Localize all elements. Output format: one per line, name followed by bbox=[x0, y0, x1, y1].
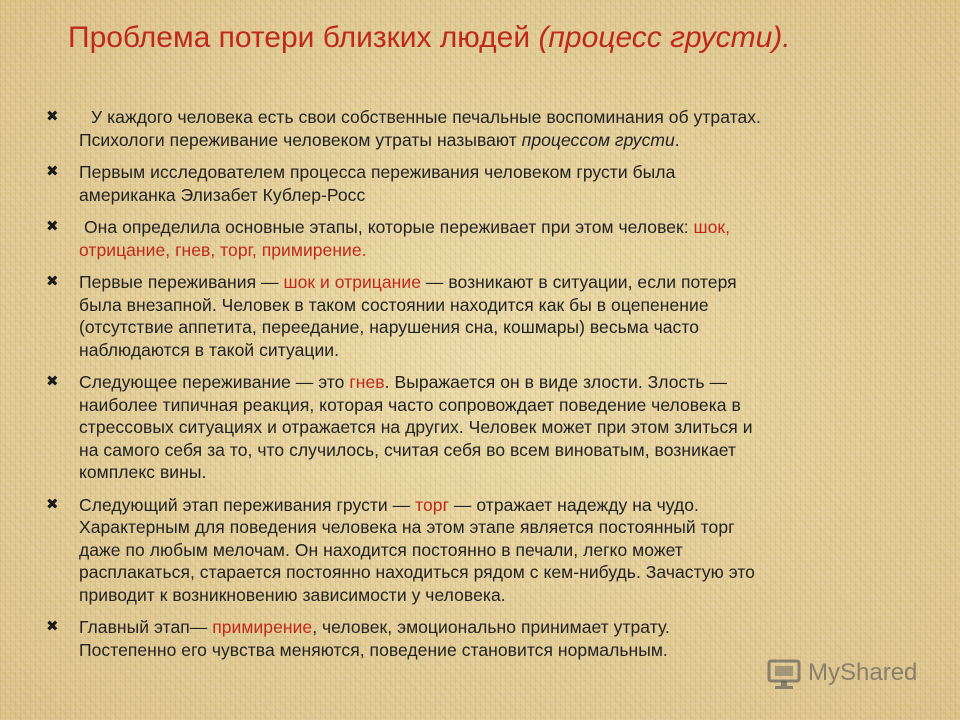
list-item bbox=[46, 271, 926, 361]
text-line bbox=[79, 439, 926, 462]
text-line bbox=[79, 616, 926, 639]
text-segment: приводит к возникновению зависимости у человека. bbox=[79, 584, 506, 605]
text-line bbox=[79, 184, 926, 207]
text-segment: — отражает надежду на чудо. bbox=[449, 494, 699, 515]
list-item bbox=[46, 494, 926, 607]
text-line bbox=[79, 339, 926, 362]
highlight-term: шок и отрицание bbox=[283, 272, 421, 292]
text-line bbox=[79, 371, 926, 394]
text-segment: Первые переживания — bbox=[79, 272, 284, 292]
text-segment: . Выражается он в виде злости. Злость — bbox=[384, 372, 728, 392]
text-segment: наблюдаются в такой ситуации. bbox=[79, 339, 340, 360]
text-line bbox=[79, 239, 926, 262]
list-item-text bbox=[79, 616, 926, 661]
title-italic: (процесс грусти). bbox=[538, 21, 791, 54]
bullet-list bbox=[46, 106, 926, 671]
text-segment: расплакаться, старается постоянно находиться рядом с кем-нибудь. Зачастую это bbox=[79, 562, 755, 582]
text-segment: , человек, эмоционально принимает утрату. bbox=[312, 617, 670, 637]
list-item bbox=[46, 216, 926, 261]
italic-term: процессом грусти bbox=[521, 129, 675, 150]
text-segment: стрессовых ситуациях и отражается на других. Человек может при этом злиться и bbox=[79, 417, 753, 437]
myshared-logo-icon bbox=[766, 656, 802, 690]
text-line bbox=[79, 106, 926, 129]
text-segment: Характерным для поведения человека на этом этапе является постоянный торг bbox=[79, 517, 735, 537]
list-item-text bbox=[79, 371, 926, 484]
x-mark-icon: ✖ bbox=[46, 217, 59, 235]
highlight-term: торг bbox=[415, 494, 450, 515]
list-item bbox=[46, 106, 926, 151]
text-line bbox=[79, 161, 926, 184]
list-item-text bbox=[79, 494, 926, 607]
list-item-text bbox=[79, 161, 926, 206]
text-line bbox=[79, 129, 926, 152]
text-segment: была внезапной. Человек в таком состоянии находится как бы в оцепенение bbox=[79, 294, 709, 315]
text-segment: Постепенно его чувства меняются, поведение становится нормальным. bbox=[79, 639, 668, 660]
text-segment: (отсутствие аппетита, переедание, нарушения сна, кошмары) весьма часто bbox=[79, 317, 699, 337]
text-segment: Следующий этап переживания грусти — bbox=[79, 494, 416, 515]
text-line bbox=[79, 584, 926, 607]
text-segment: Главный этап— bbox=[79, 617, 213, 637]
text-segment: американка Элизабет Кублер-Росс bbox=[79, 184, 366, 205]
highlight-term: шок, bbox=[693, 217, 731, 237]
highlight-term: гнев bbox=[349, 372, 385, 392]
list-item bbox=[46, 161, 926, 206]
text-line bbox=[79, 216, 926, 239]
text-segment: наиболее типичная реакция, которая часто сопровождает поведение человека в bbox=[79, 394, 741, 415]
watermark-logo bbox=[766, 656, 917, 690]
text-segment: Психологи переживание человеком утраты называют bbox=[79, 129, 522, 150]
watermark-text: MyShared bbox=[808, 659, 918, 686]
text-line bbox=[79, 561, 926, 584]
slide-title bbox=[68, 18, 928, 58]
x-mark-icon: ✖ bbox=[46, 372, 59, 390]
text-segment: Она определила основные этапы, которые переживает при этом человек: bbox=[84, 217, 694, 237]
text-line bbox=[79, 516, 926, 539]
text-line bbox=[79, 271, 926, 294]
text-line bbox=[79, 394, 926, 417]
highlight-term: примирение bbox=[212, 617, 313, 637]
text-line bbox=[79, 294, 926, 317]
text-segment: Следующее переживание — это bbox=[79, 372, 350, 392]
text-segment: — возникают в ситуации, если потеря bbox=[420, 272, 737, 292]
x-mark-icon: ✖ bbox=[46, 617, 59, 635]
list-item bbox=[46, 616, 926, 661]
x-mark-icon: ✖ bbox=[46, 162, 59, 180]
list-item-text bbox=[79, 216, 926, 261]
highlight-term: отрицание, гнев, торг, примирение. bbox=[79, 239, 367, 260]
text-segment: У каждого человека есть свои собственные печальные воспоминания об утратах. bbox=[91, 107, 761, 127]
text-segment: Первым исследователем процесса переживания человеком грусти была bbox=[79, 162, 676, 182]
x-mark-icon: ✖ bbox=[46, 494, 59, 513]
text-line bbox=[79, 494, 926, 517]
list-item-text bbox=[79, 106, 926, 151]
text-line bbox=[79, 416, 926, 439]
x-mark-icon: ✖ bbox=[46, 107, 59, 125]
text-line bbox=[79, 539, 926, 562]
list-item-text bbox=[79, 271, 926, 361]
text-segment: на самого себя за то, что случилось, считая себя во всем виноватым, возникает bbox=[79, 439, 737, 460]
list-item bbox=[46, 371, 926, 484]
text-segment: . bbox=[674, 129, 680, 150]
text-line bbox=[79, 316, 926, 339]
text-segment: даже по любым мелочам. Он находится постоянно в печали, легко может bbox=[79, 539, 683, 560]
text-segment: комплекс вины. bbox=[79, 462, 207, 482]
title-main: Проблема потери близких людей bbox=[68, 21, 539, 54]
x-mark-icon: ✖ bbox=[46, 272, 59, 290]
text-line bbox=[79, 461, 926, 484]
